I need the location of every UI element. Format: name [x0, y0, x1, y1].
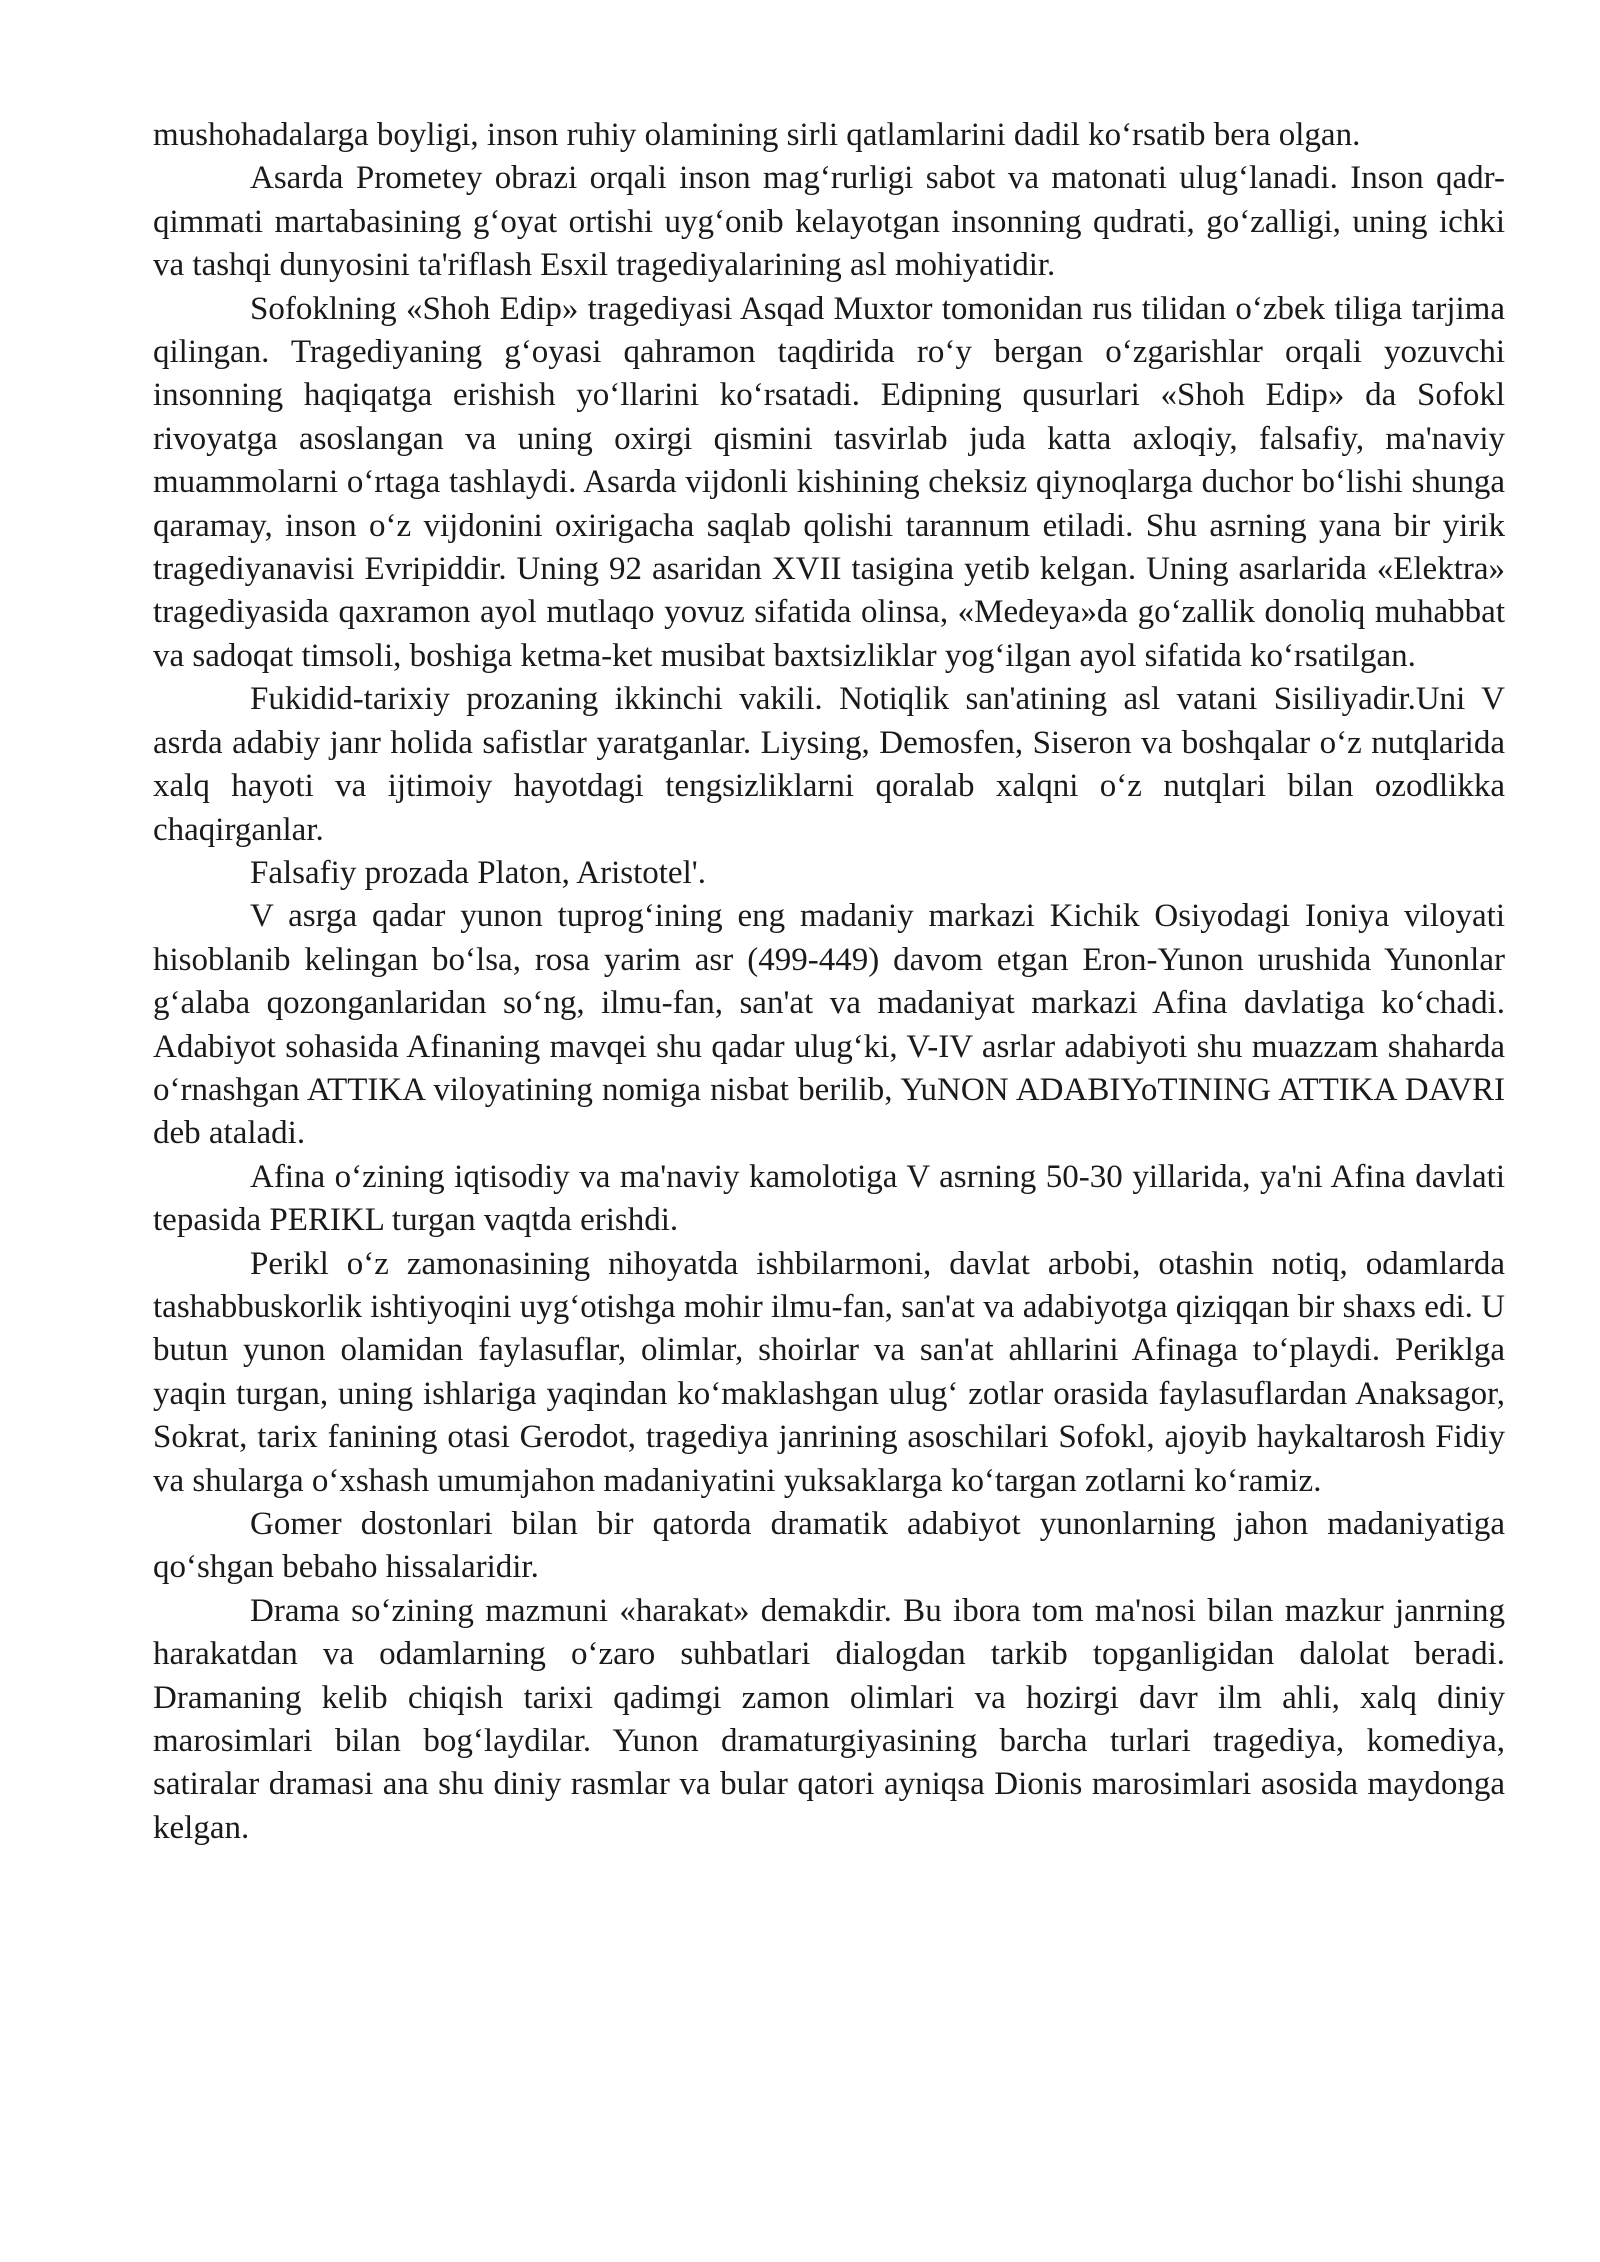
paragraph-5: Falsafiy prozada Platon, Aristotel'. [250, 854, 706, 891]
paragraph-10: Drama so‘zining mazmuni «harakat» demakdir. Bu ibora tom ma'nosi bilan mazkur janrning harakatdan va odamlarning o‘zaro suhbatlari dialogdan tarkib topganligidan dalolat beradi. Dramaning kelib chiqish tarixi qadimgi zamon olimlari va hozirgi davr ilm ahli, xalq diniy marosimlari bilan bog‘laydilar. Yunon dramaturgiyasining barcha turlari tragediya, komediya, satiralar dramasi ana shu diniy rasmlar va bular qatori ayniqsa Dionis marosimlari asosida maydonga kelgan. [153, 1592, 1505, 1846]
paragraph-2: Asarda Prometey obrazi orqali inson mag‘rurligi sabot va matonati ulug‘lanadi. Inson qadr-qimmati martabasining g‘oyat ortishi uyg‘onib kelayotgan insonning qudrati, go‘zalligi, uning ichki va tashqi dunyosini ta'riflash Esxil tragediyalarining asl mohiyatidir. [153, 160, 1505, 284]
document-page [153, 114, 1505, 1850]
paragraph-4: Fukidid-tarixiy prozaning ikkinchi vakili. Notiqlik san'atining asl vatani Sisiliyadir.Uni V asrda adabiy janr holida safistlar yaratganlar. Liysing, Demosfen, Siseron va boshqalar o‘z nutqlarida xalq hayoti va ijtimoiy hayotdagi tengsizliklarni qoralab xalqni o‘z nutqlari bilan ozodlikka chaqirganlar. [153, 681, 1505, 848]
paragraph-9: Gomer dostonlari bilan bir qatorda dramatik adabiyot yunonlarning jahon madaniyatiga qo‘shgan bebaho hissalaridir. [153, 1506, 1505, 1586]
paragraph-1: mushohadalarga boyligi, inson ruhiy olamining sirli qatlamlarini dadil ko‘rsatib bera olgan. [153, 117, 1361, 153]
paragraph-6: V asrga qadar yunon tuprog‘ining eng madaniy markazi Kichik Osiyodagi Ioniya viloyati hisoblanib kelingan bo‘lsa, rosa yarim asr (499-449) davom etgan Eron-Yunon urushida Yunonlar g‘alaba qozonganlaridan so‘ng, ilmu-fan, san'at va madaniyat markazi Afina davlatiga ko‘chadi. Adabiyot sohasida Afinaning mavqei shu qadar ulug‘ki, V-IV asrlar adabiyoti shu muazzam shaharda o‘rnashgan ATTIKA viloyatining nomiga nisbat berilib, YuNON ADABIYoTINING ATTIKA DAVRI deb ataladi. [153, 898, 1505, 1152]
paragraph-8: Perikl o‘z zamonasining nihoyatda ishbilarmoni, davlat arbobi, otashin notiq, odamlarda tashabbuskorlik ishtiyoqini uyg‘otishga mohir ilmu-fan, san'at va adabiyotga qiziqqan bir shaxs edi. U butun yunon olamidan faylasuflar, olimlar, shoirlar va san'at ahllarini Afinaga to‘playdi. Periklga yaqin turgan, uning ishlariga yaqindan ko‘maklashgan ulug‘ zotlar orasida faylasuflardan Anaksagor, Sokrat, tarix fanining otasi Gerodot, tragediya janrining asoschilari Sofokl, ajoyib haykaltarosh Fidiy va shularga o‘xshash umumjahon madaniyatini yuksaklarga ko‘targan zotlarni ko‘ramiz. [153, 1245, 1505, 1499]
paragraph-7: Afina o‘zining iqtisodiy va ma'naviy kamolotiga V asrning 50-30 yillarida, ya'ni Afina davlati tepasida PERIKL turgan vaqtda erishdi. [153, 1158, 1505, 1239]
paragraph-3: Sofoklning «Shoh Edip» tragediyasi Asqad Muxtor tomonidan rus tilidan o‘zbek tiliga tarjima qilingan. Tragediyaning g‘oyasi qahramon taqdirida ro‘y bergan o‘zgarishlar orqali yozuvchi insonning haqiqatga erishish yo‘llarini ko‘rsatadi. Edipning qusurlari «Shoh Edip» da Sofokl rivoyatga asoslangan va uning oxirgi qismini tasvirlab juda katta axloqiy, falsafiy, ma'naviy muammolarni o‘rtaga tashlaydi. Asarda vijdonli kishining cheksiz qiynoqlarga duchor bo‘lishi shunga qaramay, inson o‘z vijdonini oxirigacha saqlab qolishi tarannum etiladi. Shu asrning yana bir yirik tragediyanavisi Evripiddir. Uning 92 asaridan XVII tasigina yetib kelgan. Uning asarlarida «Elektra» tragediyasida qaxramon ayol mutlaqo yovuz sifatida olinsa, «Medeya»da go‘zallik donoliq muhabbat va sadoqat timsoli, boshiga ketma-ket musibat baxtsizliklar yog‘ilgan ayol sifatida ko‘rsatilgan. [153, 290, 1505, 674]
